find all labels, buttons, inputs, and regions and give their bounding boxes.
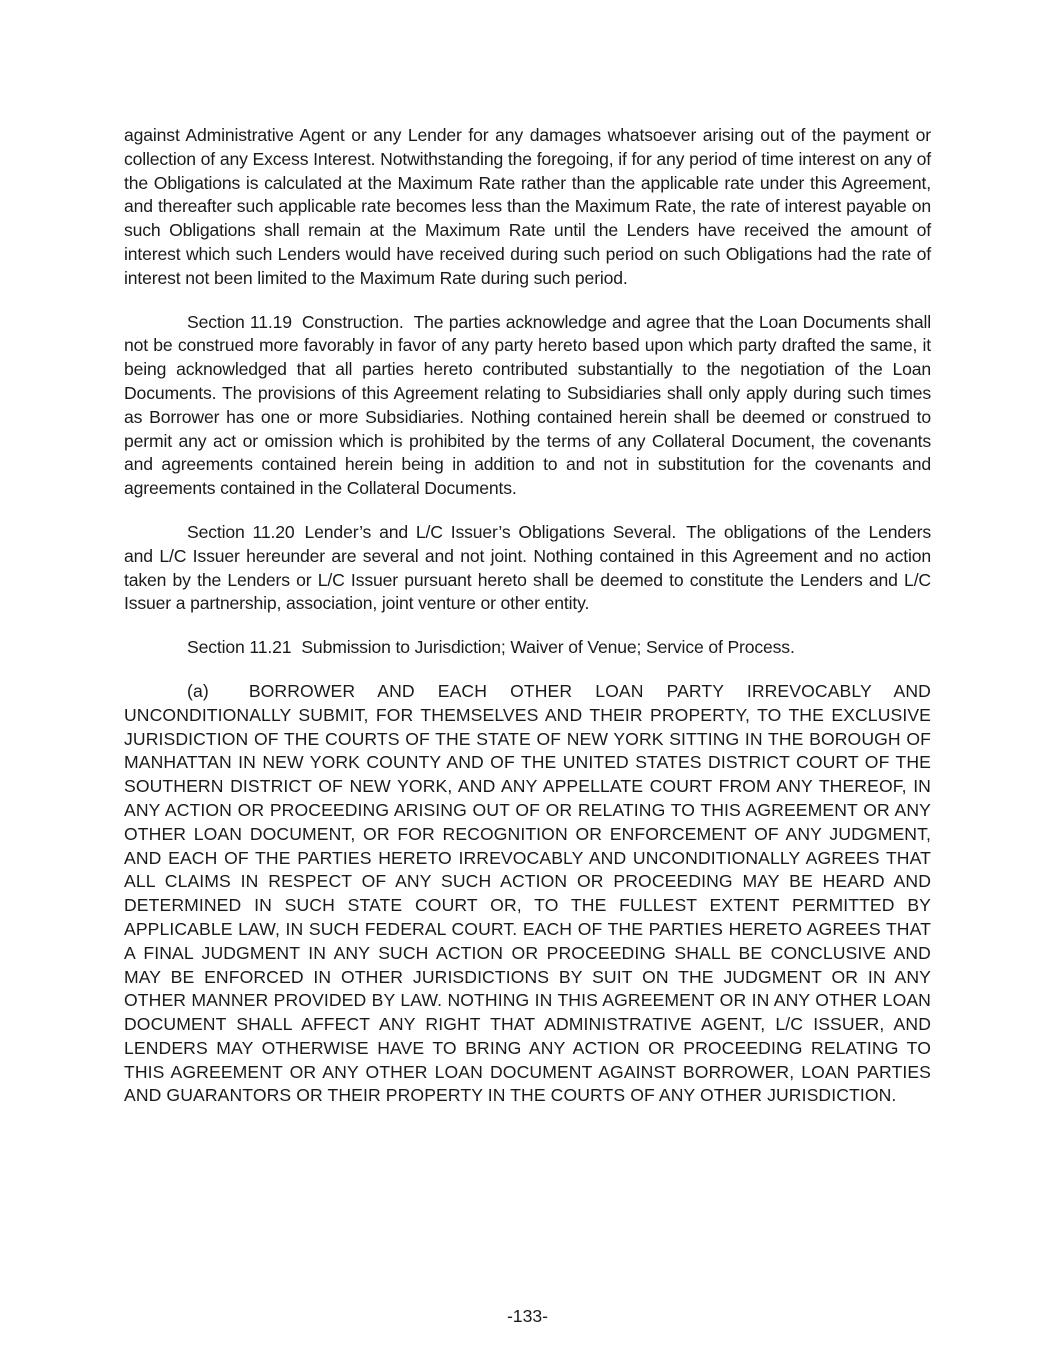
document-page [124, 124, 931, 1128]
section-11-19-paragraph [124, 311, 931, 501]
section-number: Section 11.19 [187, 311, 292, 332]
section-title: Construction. [301, 311, 404, 332]
paragraph-excess-interest: against Administrative Agent or any Lender for any damages whatsoever arising out of the payment or collection of any Excess Interest. Notwithstanding the foregoing, if for any period of time interest on any of the Obligations is calculated at the Maximum Rate rather than the applicable rate under this Agreement, and thereafter such applicable rate becomes less than the Maximum Rate, the rate of interest payable on such Obligations shall remain at the Maximum Rate until the Lenders have received the amount of interest which such Lenders would have received during such period on such Obligations had the rate of interest not been limited to the Maximum Rate during such period. [124, 125, 931, 288]
section-11-21-item-a [124, 680, 931, 1108]
section-body: The parties acknowledge and agree that the Loan Documents shall not be construed more favorably in favor of any party hereto based upon which party drafted the same, it being acknowledged that all parties hereto contributed substantially to the negotiation of the Loan Documents. The provisions of this Agreement relating to Subsidiaries shall only apply during such times as Borrower has one or more Subsidiaries. Nothing contained herein shall be deemed or construed to permit any act or omission which is prohibited by the terms of any Collateral Document, the covenants and agreements contained herein being in addition to and not in substitution for the covenants and agreements contained in the Collateral Documents. [124, 311, 931, 499]
section-number: Section 11.20 [187, 521, 295, 542]
page-number: -133- [506, 1306, 549, 1326]
section-11-20-paragraph [124, 521, 931, 616]
section-title: Submission to Jurisdiction; Waiver of Venue; Service of Process. [301, 637, 795, 658]
item-label: (a) [187, 680, 209, 701]
section-number: Section 11.21 [187, 637, 292, 658]
section-11-21-heading [124, 636, 931, 660]
section-title: Lender’s and L/C Issuer’s Obligations Several. [304, 521, 677, 542]
section-body: The obligations of the Lenders and L/C Issuer hereunder are several and not joint. Nothing contained in this Agreement and no action taken by the Lenders or L/C Issuer pursuant hereto shall be deemed to constitute the Lenders and L/C Issuer a partnership, association, joint venture or other entity. [124, 521, 931, 614]
item-body: BORROWER AND EACH OTHER LOAN PARTY IRREVOCABLY AND UNCONDITIONALLY SUBMIT, FOR THEMSELVES AND THEIR PROPERTY, TO THE EXCLUSIVE JURISDICTION OF THE COURTS OF THE STATE OF NEW YORK SITTING IN THE BOROUGH OF MANHATTAN IN NEW YORK COUNTY AND OF THE UNITED STATES DISTRICT COURT OF THE SOUTHERN DISTRICT OF NEW YORK, AND ANY APPELLATE COURT FROM ANY THEREOF, IN ANY ACTION OR PROCEEDING ARISING OUT OF OR RELATING TO THIS AGREEMENT OR ANY OTHER LOAN DOCUMENT, OR FOR RECOGNITION OR ENFORCEMENT OF ANY JUDGMENT, AND EACH OF THE PARTIES HERETO IRREVOCABLY AND UNCONDITIONALLY AGREES THAT ALL CLAIMS IN RESPECT OF ANY SUCH ACTION OR PROCEEDING MAY BE HEARD AND DETERMINED IN SUCH STATE COURT OR, TO THE FULLEST EXTENT PERMITTED BY APPLICABLE LAW, IN SUCH FEDERAL COURT. EACH OF THE PARTIES HERETO AGREES THAT A FINAL JUDGMENT IN ANY SUCH ACTION OR PROCEEDING SHALL BE CONCLUSIVE AND MAY BE ENFORCED IN OTHER JURISDICTIONS BY SUIT ON THE JUDGMENT OR IN ANY OTHER MANNER PROVIDED BY LAW. NOTHING IN THIS AGREEMENT OR IN ANY OTHER LOAN DOCUMENT SHALL AFFECT ANY RIGHT THAT ADMINISTRATIVE AGENT, L/C ISSUER, AND LENDERS MAY OTHERWISE HAVE TO BRING ANY ACTION OR PROCEEDING RELATING TO THIS AGREEMENT OR ANY OTHER LOAN DOCUMENT AGAINST BORROWER, LOAN PARTIES AND GUARANTORS OR THEIR PROPERTY IN THE COURTS OF ANY OTHER JURISDICTION. [124, 680, 931, 1106]
